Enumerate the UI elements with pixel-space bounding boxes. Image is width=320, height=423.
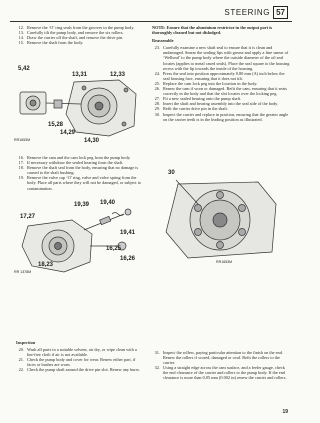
callout-label: 12,33 (110, 72, 126, 78)
valve-exploded-drawing (14, 200, 144, 276)
list-item: 23. Carefully examine a new shaft seal to ensure that it is clean and undamaged. Smear the sealing lips with grease and apply a fine smear of ‘Wellseal’ to the pump body where the outside diameter of the oil seal locates (applies to metal cased seals). Place the seal square to the housing recess with the lip towards the inside of the housing. (154, 45, 290, 71)
list-item: 15. Remove the shaft from the body. (18, 40, 84, 46)
list-item: 28. Insert the shaft and bearing assembly into the seal side of the body. (154, 101, 279, 107)
list-item: 29. Refit the carrier drive pin in the shaft. (154, 106, 228, 112)
list-item: 12. Remove the ‘O’ ring seals from the grooves in the pump body. (18, 25, 135, 30)
note-text: NOTE: Ensure that the aluminium restrictor in the output port is thoroughly cleaned but not dislodged. (152, 25, 273, 36)
callout-label: 19,40 (100, 200, 116, 206)
list-item: 16. Remove the cam and the cam lock peg from the pump body. (18, 155, 131, 160)
figure-pump-exploded (14, 64, 146, 144)
right-bottom-items (152, 350, 290, 381)
list-item: 26. Renew the cam if worn or damaged. Refit the cam, ensuring that it seats correctly in the body and that the slot locates over the locking peg. (154, 86, 287, 97)
list-item: 13. Carefully tilt the pump body, and remove the six rollers. (18, 30, 124, 36)
figure-code: RR 1378M (14, 270, 32, 274)
list-item: 22. Check the pump shaft around the drive pin slot. Renew any burrs. (18, 367, 141, 373)
callout-label: 14,29 (60, 130, 76, 136)
callout-label: 30 (168, 170, 175, 176)
callout-label: 19,39 (74, 202, 90, 208)
callout-label: 18,23 (38, 262, 54, 268)
figure-carrier-rollers (158, 168, 282, 268)
list-item: 21. Check the pump body and cover for wear. Renew either part, if faces or bushes are worn. (18, 357, 136, 368)
list-item: 14. Draw the carrier off the shaft, and remove the drive pin. (18, 35, 124, 41)
callout-label: 13,31 (72, 72, 88, 78)
callout-label: 16,26 (120, 256, 136, 262)
left-top-items (16, 25, 144, 45)
list-item: 20. Wash all parts in a suitable solvent, air dry, or wipe clean with a lint-free cloth if air is not available. (18, 347, 137, 358)
callout-label: 16,25 (106, 246, 122, 252)
page-header (224, 6, 288, 19)
list-item: 27. Fit a new sealed bearing onto the pump shaft. (154, 96, 242, 102)
header-title: STEERING (224, 8, 271, 17)
figure-code: RR1653M (216, 260, 233, 264)
callout-label: 19,41 (120, 230, 136, 236)
list-item: 31. Inspect the rollers, paying particular attention to the finish on the end. Renew the rollers if scored, damaged or oval. Refit the rollers to the carrier. (154, 350, 283, 366)
list-item: 32. Using a straight edge across the cam surface, and a feeler gauge, check the end clearance of the carrier and rollers to the pump body. If the end clearance is more than 0,05 mm (0.002 in) renew the carrier and rollers. (154, 365, 287, 381)
carrier-drawing (158, 168, 282, 268)
callout-label: 5,42 (18, 66, 30, 72)
callout-label: 14,30 (84, 138, 100, 144)
callout-label: 15,28 (48, 122, 64, 128)
page-number: 19 (282, 409, 288, 415)
section-badge: 57 (273, 6, 288, 19)
callout-label: 17,27 (20, 214, 36, 220)
reassemble-heading: Reassemble (152, 38, 174, 44)
list-item: 17. If necessary withdraw the sealed bearing from the shaft. (18, 160, 124, 166)
header-rule (10, 21, 292, 22)
inspection-heading: Inspection (16, 340, 36, 345)
list-item: 24. Press the seal into position approximately 0,80 mm (A) inch below the seal housing face, ensuring that it does not tilt. (154, 70, 285, 81)
right-top-text (152, 25, 290, 122)
list-item: 30. Inspect the carrier and replace in position, ensuring that the greater angle on the carrier teeth is in the leading position as illustrated. (154, 111, 289, 122)
figure-code: RR1653M (14, 138, 31, 142)
list-item: 25. Replace the cam lock peg into the location in the body. (154, 80, 258, 86)
left-mid-items (16, 155, 144, 191)
inspection-section (16, 340, 144, 373)
list-item: 18. Remove the shaft seal from the body, ensuring that no damage is caused to the shaft bushing. (18, 165, 139, 176)
list-item: 19. Remove the valve cap ‘O’ ring, valve and valve spring from the body. Place all parts where they will not be damaged, or subject to contamination. (18, 175, 142, 191)
figure-valve-exploded (14, 200, 144, 276)
